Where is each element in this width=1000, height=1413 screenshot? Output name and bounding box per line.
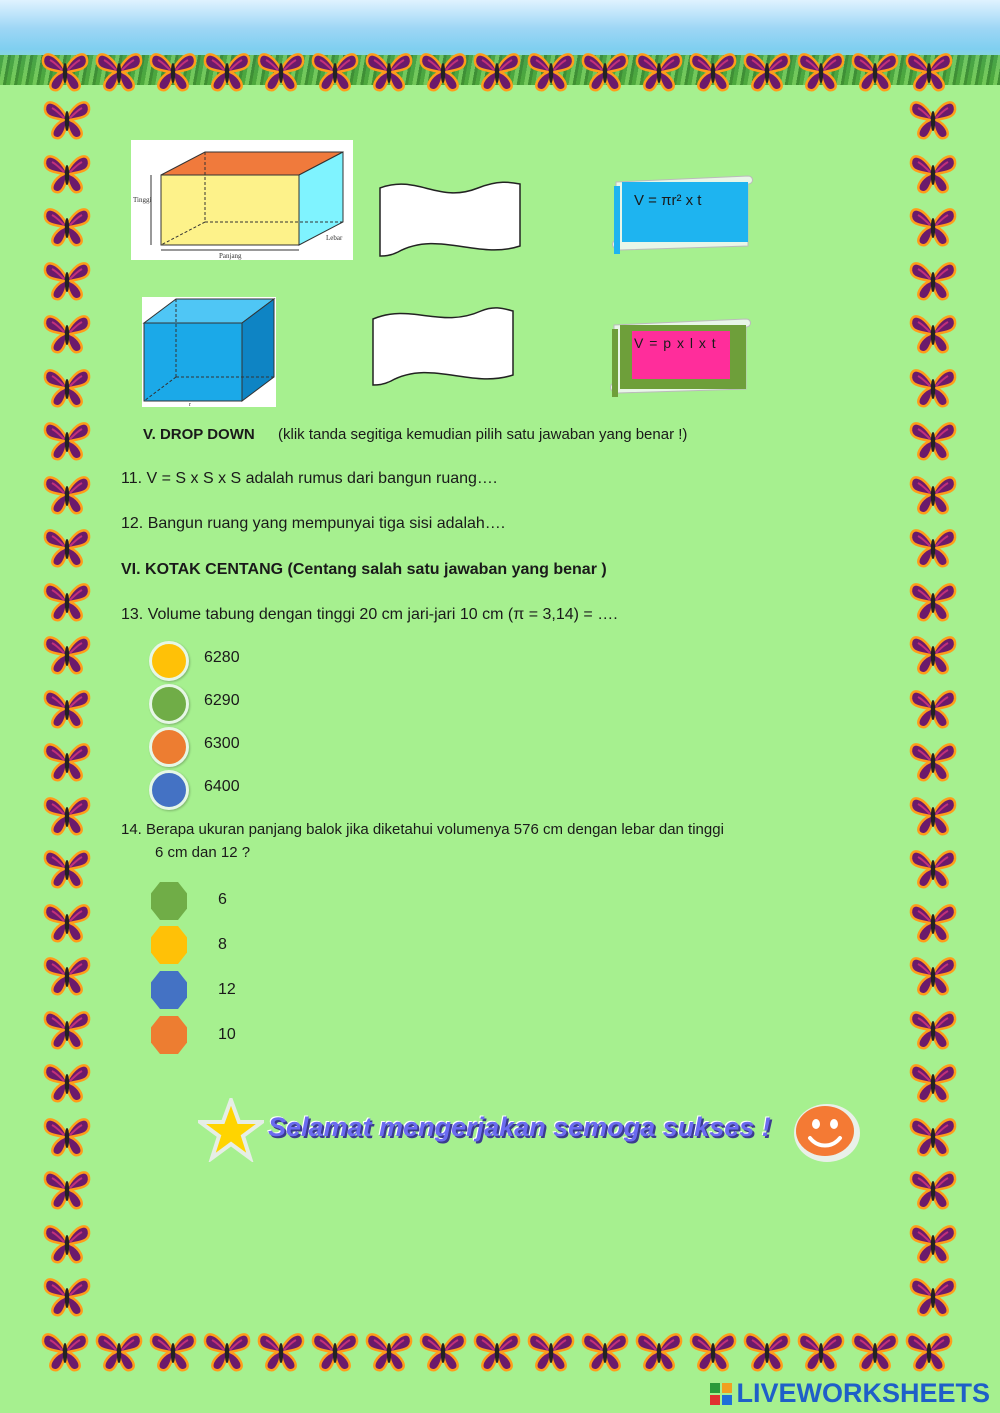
butterfly-icon <box>202 1328 252 1372</box>
q14-option-a: 6 <box>218 891 227 908</box>
q14-option-d: 10 <box>218 1026 236 1043</box>
butterfly-icon <box>42 631 92 675</box>
q13-option-a: 6280 <box>204 649 240 666</box>
butterfly-icon <box>796 1328 846 1372</box>
butterfly-icon <box>42 1220 92 1264</box>
butterfly-icon <box>472 1328 522 1372</box>
butterfly-icon <box>908 257 958 301</box>
question-11: 11. V = S x S x S adalah rumus dari bangun ruang…. <box>121 470 498 487</box>
butterfly-icon <box>42 524 92 568</box>
butterfly-icon <box>42 417 92 461</box>
butterfly-icon <box>908 631 958 675</box>
butterfly-icon <box>742 48 792 92</box>
brand-name: LIVEWORKSHEETS <box>736 1378 990 1408</box>
butterfly-icon <box>908 845 958 889</box>
butterfly-icon <box>526 1328 576 1372</box>
q13-option-d: 6400 <box>204 778 240 795</box>
butterfly-icon <box>42 1059 92 1103</box>
liveworksheets-logo <box>710 1378 990 1409</box>
butterfly-icon <box>908 96 958 140</box>
liveworksheets-icon <box>710 1383 732 1405</box>
q14-option-b: 8 <box>218 936 227 953</box>
butterfly-icon <box>908 364 958 408</box>
butterfly-icon <box>908 578 958 622</box>
lebar-label: Lebar <box>326 234 343 242</box>
q14-option-a-checkbox[interactable] <box>151 882 187 920</box>
question-14-line1: 14. Berapa ukuran panjang balok jika diketahui volumenya 576 cm dengan lebar dan tinggi <box>121 821 724 838</box>
q13-option-b: 6290 <box>204 692 240 709</box>
butterfly-icon <box>42 952 92 996</box>
butterfly-icon <box>364 48 414 92</box>
butterfly-icon <box>904 48 954 92</box>
butterfly-icon <box>908 899 958 943</box>
butterfly-icon <box>42 1113 92 1157</box>
butterfly-icon <box>42 1006 92 1050</box>
butterfly-icon <box>908 1006 958 1050</box>
butterfly-icon <box>908 1273 958 1317</box>
section6-heading: VI. KOTAK CENTANG (Centang salah satu jawaban yang benar ) <box>121 561 607 578</box>
butterfly-icon <box>42 1166 92 1210</box>
butterfly-icon <box>908 685 958 729</box>
butterfly-icon <box>42 310 92 354</box>
butterfly-icon <box>908 1113 958 1157</box>
footer-message: Selamat mengerjakan semoga sukses ! <box>268 1112 771 1142</box>
butterfly-icon <box>850 1328 900 1372</box>
drop-zone-2[interactable] <box>371 305 516 387</box>
butterfly-icon <box>94 48 144 92</box>
butterfly-icon <box>908 524 958 568</box>
butterfly-icon <box>42 257 92 301</box>
kubus-label: r <box>189 402 191 407</box>
butterfly-icon <box>42 899 92 943</box>
butterfly-icon <box>310 1328 360 1372</box>
butterfly-icon <box>256 48 306 92</box>
butterfly-icon <box>634 1328 684 1372</box>
formula-tabung-text: V = πr² x t <box>634 192 702 209</box>
butterfly-icon <box>472 48 522 92</box>
butterfly-icon <box>688 48 738 92</box>
formula-balok-text: V = p x l x t <box>634 335 717 351</box>
kubus-image <box>142 297 276 407</box>
butterfly-icon <box>418 1328 468 1372</box>
formula-balok-card <box>606 313 754 403</box>
butterfly-icon <box>418 48 468 92</box>
butterfly-icon <box>42 96 92 140</box>
q14-option-b-checkbox[interactable] <box>151 926 187 964</box>
butterfly-icon <box>148 1328 198 1372</box>
smiley-icon <box>792 1102 862 1164</box>
butterfly-icon <box>310 48 360 92</box>
butterfly-icon <box>908 417 958 461</box>
butterfly-icon <box>634 48 684 92</box>
question-14-line2: 6 cm dan 12 ? <box>155 844 251 861</box>
butterfly-icon <box>908 150 958 194</box>
butterfly-icon <box>42 738 92 782</box>
butterfly-icon <box>40 48 90 92</box>
butterfly-icon <box>42 1273 92 1317</box>
tinggi-label: Tinggi <box>133 196 152 204</box>
butterfly-icon <box>580 48 630 92</box>
butterfly-icon <box>40 1328 90 1372</box>
butterfly-icon <box>742 1328 792 1372</box>
butterfly-icon <box>908 203 958 247</box>
butterfly-icon <box>202 48 252 92</box>
star-icon <box>198 1098 264 1162</box>
butterfly-icon <box>42 578 92 622</box>
question-12: 12. Bangun ruang yang mempunyai tiga sisi adalah…. <box>121 515 506 532</box>
butterfly-icon <box>908 952 958 996</box>
section5-heading: V. DROP DOWN <box>143 426 255 443</box>
butterfly-icon <box>526 48 576 92</box>
butterfly-icon <box>904 1328 954 1372</box>
formula-tabung-card <box>608 170 756 260</box>
butterfly-icon <box>908 1166 958 1210</box>
butterfly-icon <box>908 310 958 354</box>
butterfly-icon <box>908 1220 958 1264</box>
q13-option-d-checkbox[interactable] <box>149 770 189 810</box>
q14-option-d-checkbox[interactable] <box>151 1016 187 1054</box>
butterfly-icon <box>850 48 900 92</box>
butterfly-icon <box>364 1328 414 1372</box>
butterfly-icon <box>42 685 92 729</box>
q14-option-c-checkbox[interactable] <box>151 971 187 1009</box>
butterfly-icon <box>580 1328 630 1372</box>
butterfly-icon <box>42 471 92 515</box>
butterfly-icon <box>148 48 198 92</box>
butterfly-icon <box>688 1328 738 1372</box>
question-13: 13. Volume tabung dengan tinggi 20 cm jari-jari 10 cm (π = 3,14) = …. <box>121 606 618 623</box>
q13-option-b-checkbox[interactable] <box>149 684 189 724</box>
butterfly-icon <box>908 738 958 782</box>
q14-option-c: 12 <box>218 981 236 998</box>
drop-zone-1[interactable] <box>378 178 523 260</box>
butterfly-icon <box>42 364 92 408</box>
butterfly-icon <box>256 1328 306 1372</box>
butterfly-icon <box>908 792 958 836</box>
butterfly-icon <box>42 845 92 889</box>
q13-option-c-checkbox[interactable] <box>149 727 189 767</box>
q13-option-a-checkbox[interactable] <box>149 641 189 681</box>
butterfly-icon <box>796 48 846 92</box>
butterfly-icon <box>42 150 92 194</box>
butterfly-icon <box>94 1328 144 1372</box>
section5-instruction: (klik tanda segitiga kemudian pilih satu jawaban yang benar !) <box>278 426 688 443</box>
butterfly-icon <box>908 1059 958 1103</box>
balok-image <box>131 140 353 260</box>
butterfly-icon <box>908 471 958 515</box>
butterfly-icon <box>42 203 92 247</box>
q13-option-c: 6300 <box>204 735 240 752</box>
butterfly-icon <box>42 792 92 836</box>
panjang-label: Panjang <box>219 252 242 260</box>
